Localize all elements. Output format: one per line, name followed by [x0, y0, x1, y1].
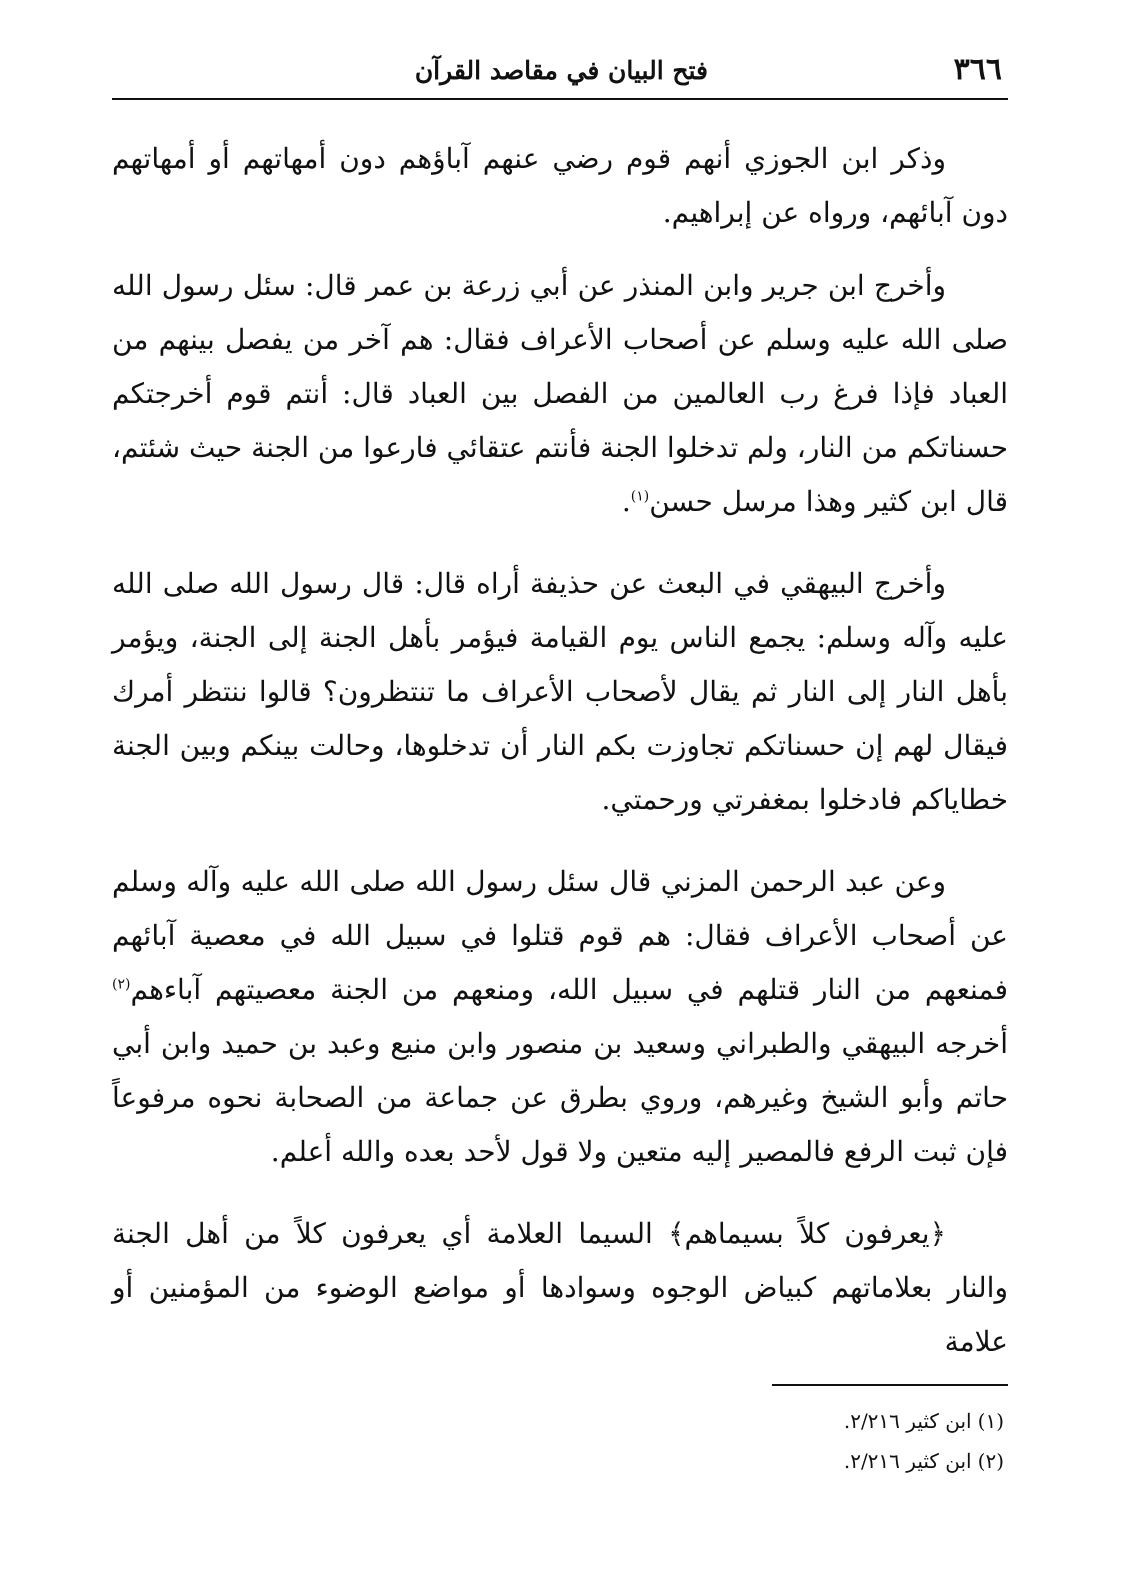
running-title: فتح البيان في مقاصد القرآن — [414, 56, 708, 85]
paragraph-tail: . — [621, 485, 631, 518]
footnote-number: (٢) — [977, 1449, 1004, 1473]
page-header — [112, 48, 1008, 100]
paragraph-text-continued: أخرجه البيهقي والطبراني وسعيد بن منصور وابن منيع وعبد بن حميد وابن أبي حاتم وأبو الشيخ وغيرهم، وروي بطرق عن جماعة من الصحابة نحوه مرفوعاً فإن ثبت الرفع فالمصير إليه متعين ولا قول لأحد بعده والله أعلم. — [112, 1027, 1009, 1168]
footnote-reference[interactable]: (٢) — [112, 976, 131, 993]
footnote-separator — [772, 1384, 1008, 1386]
paragraph-bayhaqi — [112, 557, 1008, 827]
main-text — [112, 132, 1008, 1388]
paragraph-quran-commentary — [112, 1207, 1008, 1369]
footnote-text: ابن كثير ٢/٢١٦. — [843, 1449, 972, 1473]
footnote-1 — [404, 1404, 1004, 1438]
page-number: ٣٦٦ — [953, 52, 1002, 87]
footnote-reference[interactable]: (١) — [630, 488, 650, 505]
footnote-text: ابن كثير ٢/٢١٦. — [843, 1409, 972, 1433]
paragraph-text: وأخرج البيهقي في البعث عن حذيفة أراه قال: قال رسول الله صلى الله عليه وآله وسلم: يجمع الناس يوم القيامة فيؤمر بأهل الجنة إلى الجنة، ويؤمر بأهل النار إلى النار ثم يقال لأصحاب الأعراف ما تنتظرون؟ قالوا ننتظر أمرك فيقال لهم إن حسناتكم تجاوزت بكم النار أن تدخلوها، وحالت بينكم وبين الجنة خطاياكم فادخلوا بمغفرتي ورحمتي. — [112, 567, 1008, 816]
paragraph-text: وذكر ابن الجوزي أنهم قوم رضي عنهم آباؤهم دون أمهاتهم أو أمهاتهم دون آبائهم، ورواه عن إبراهيم. — [112, 142, 1008, 229]
paragraph-ibn-jawzi — [112, 132, 1008, 240]
paragraph-text: وأخرج ابن جرير وابن المنذر عن أبي زرعة بن عمر قال: سئل رسول الله صلى الله عليه وسلم عن أصحاب الأعراف فقال: هم آخر من يفصل بينهم من العباد فإذا فرغ رب العالمين من الفصل بين العباد قال: أنتم قوم أخرجتكم حسناتكم من النار، ولم تدخلوا الجنة فأنتم عتقائي فارعوا من الجنة حيث شئتم، قال ابن كثير وهذا مرسل حسن — [112, 269, 1008, 518]
paragraph-text: وعن عبد الرحمن المزني قال سئل رسول الله صلى الله عليه وآله وسلم عن أصحاب الأعراف فقال: هم قوم قتلوا في سبيل الله في معصية آبائهم فمنعهم من النار قتلهم في سبيل الله، ومنعهم من الجنة معصيتهم آباءهم — [112, 865, 1008, 1006]
footnote-2 — [404, 1444, 1004, 1478]
footnote-number: (١) — [977, 1409, 1004, 1433]
paragraph-muzani — [112, 855, 1008, 1179]
quran-verse: ﴿يعرفون كلاً بسيماهم﴾ — [668, 1217, 946, 1250]
footnotes — [404, 1404, 1004, 1484]
paragraph-text: السيما العلامة أي يعرفون كلاً من أهل الجنة والنار بعلاماتهم كبياض الوجوه وسوادها أو مواضع الوضوء من المؤمنين أو علامة — [112, 1217, 1008, 1358]
paragraph-ibn-jarir — [112, 259, 1008, 529]
